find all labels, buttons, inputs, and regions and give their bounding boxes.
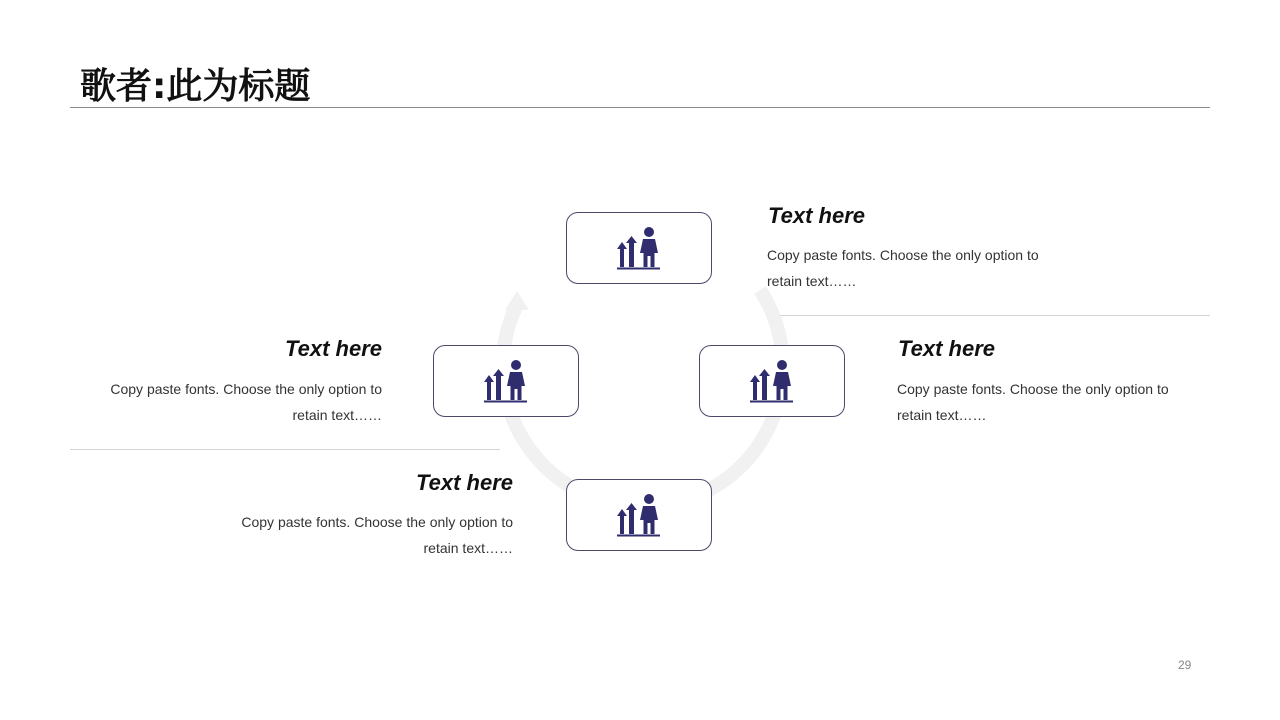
block-heading-right: Text here: [898, 336, 996, 361]
growth-person-icon: [483, 358, 529, 404]
block-body-top-right: Copy paste fonts. Choose the only option to retain text……: [767, 247, 1039, 289]
cycle-ring-arrowhead: [505, 291, 529, 310]
slide-title: 歌者:此为标题: [80, 66, 311, 107]
block-body-left: Copy paste fonts. Choose the only option to retain text……: [110, 381, 382, 423]
block-heading-left: Text here: [284, 336, 382, 361]
block-heading-top-right: Text here: [768, 203, 866, 228]
growth-person-icon: [616, 492, 662, 538]
block-body-right: Copy paste fonts. Choose the only option to retain text……: [897, 381, 1169, 423]
divider-left: [70, 449, 500, 450]
page-number: 29: [1178, 658, 1192, 672]
divider-top-right: [780, 315, 1210, 316]
growth-person-icon: [616, 225, 662, 271]
growth-person-icon: [749, 358, 795, 404]
block-body-bottom: Copy paste fonts. Choose the only option to retain text……: [241, 514, 513, 556]
cycle-node-left: [433, 345, 579, 417]
cycle-node-bottom: [566, 479, 712, 551]
block-heading-bottom: Text here: [415, 470, 513, 495]
cycle-node-right: [699, 345, 845, 417]
cycle-node-top: [566, 212, 712, 284]
